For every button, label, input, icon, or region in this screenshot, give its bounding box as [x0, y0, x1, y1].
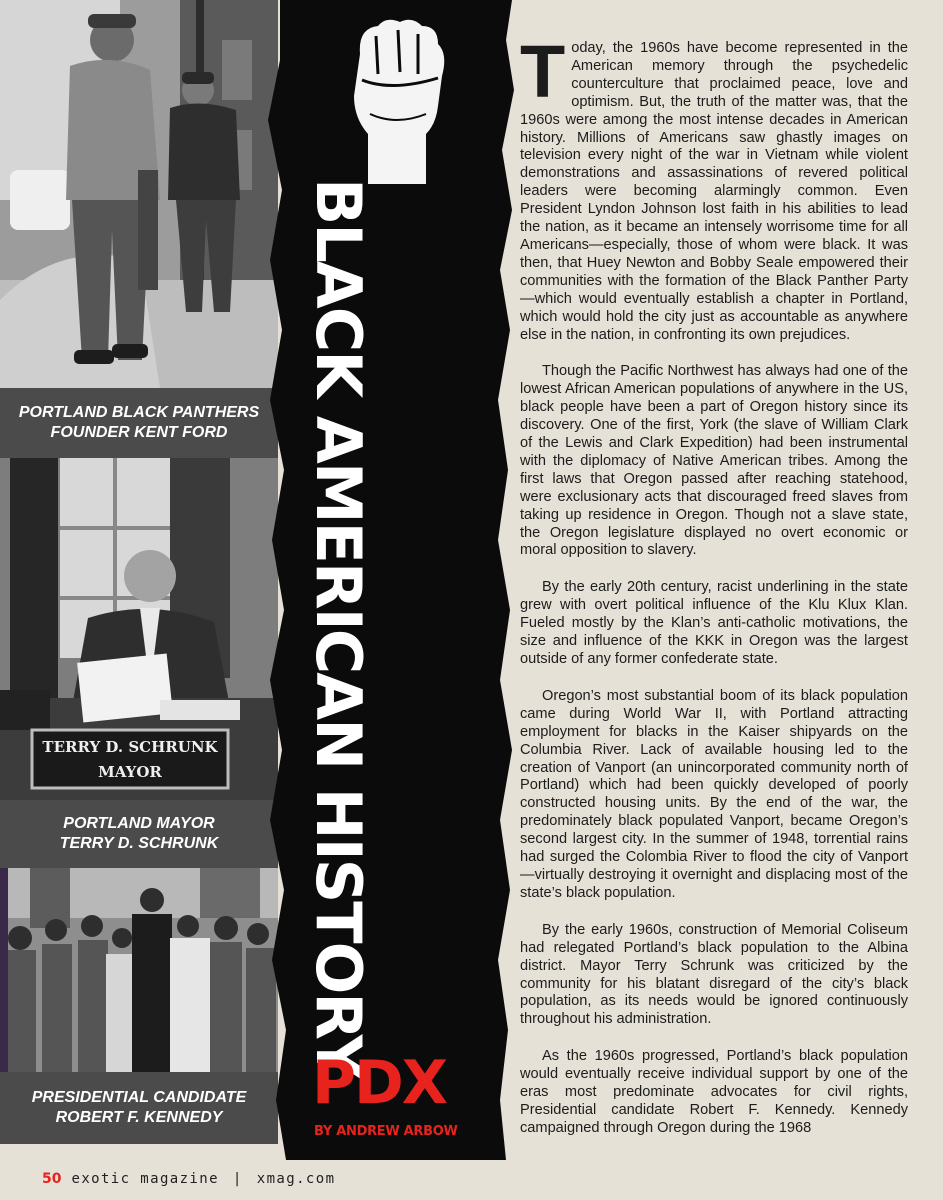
- photo-terry-schrunk: [0, 458, 278, 800]
- caption-line: PORTLAND BLACK PANTHERS: [18, 404, 260, 421]
- caption-terry-schrunk: [0, 800, 278, 868]
- caption-robert-kennedy: [0, 1072, 278, 1144]
- magazine-name: exotic magazine: [71, 1171, 219, 1187]
- photo-robert-kennedy: [0, 868, 278, 1072]
- page-footer: [42, 1171, 335, 1187]
- article-paragraph: Oregon’s most substantial boom of its black population came during World War II, with Portland attracting employment for blacks in the Kaiser shipyards on the Columbia River. Lack of available housing led to the creation of Vanport (an unincorporated community north of Portland) which had been quickly developed of poorly constructed housing units. By the end of the war, the predominately black populated Vanport, became Oregon’s second largest city. In the summer of 1948, torrential rains had surged the Colombia River to flood the city of Vanport—virtually destroying it overnight and displacing most of the state’s black population.: [520, 687, 908, 901]
- caption-line: TERRY D. SCHRUNK: [59, 835, 219, 852]
- nameplate-title: MAYOR: [98, 763, 162, 781]
- raised-fist-icon: [342, 14, 452, 184]
- site-link[interactable]: xmag.com: [256, 1171, 336, 1187]
- byline: BY ANDREW ARBOW: [314, 1124, 458, 1139]
- nameplate-name: TERRY D. SCHRUNK: [42, 738, 218, 756]
- caption-line: PRESIDENTIAL CANDIDATE: [31, 1089, 247, 1106]
- caption-kent-ford: [0, 388, 278, 458]
- pdx-heading: PDX: [312, 1048, 447, 1118]
- vertical-title: BLACK AMERICAN HISTORY: [302, 178, 375, 1078]
- article-paragraph: By the early 20th century, racist underlining in the state grew with overt political influence of the Klu Klux Klan. Fueled mostly by the Klan’s anti-catholic motivations, the size and influence of the KKK in Oregon was the largest outside of any former confederate state.: [520, 579, 908, 667]
- drop-cap: T: [520, 30, 566, 113]
- footer-separator: |: [232, 1171, 243, 1187]
- article-paragraph: By the early 1960s, construction of Memorial Coliseum had relegated Portland’s black population to the Albina district. Mayor Terry Schrunk was criticized by the community for his blatant disregard of the city’s black population, as its needs would be ignored continuously throughout his administration.: [520, 921, 908, 1028]
- article-paragraph: Though the Pacific Northwest has always had one of the lowest African American populations of anywhere in the US, black people have been a part of Oregon history since its discovery. One of the first, York (the slave of William Clark of the Lewis and Clark Expedition) had been instrumental with the diplomacy of Native American tribes. Among the first laws that Oregon passed after reaching statehood, were exclusionary acts that discouraged freed slaves from taking up residence in Oregon. Though not a slave state, the Oregon legislature displayed no overt economic or moral opposition to slavery.: [520, 363, 908, 559]
- caption-line: PORTLAND MAYOR: [63, 815, 215, 832]
- article-paragraph: [520, 30, 908, 344]
- paragraph-text: oday, the 1960s have become represented in the American memory through the psychedelic counterculture that proclaimed peace, love and optimism. But, the truth of the matter was, that the 1960s were among the most intense decades in American history. Millions of Americans saw ghastly images on television every night of the war in Vietnam while violent demonstrations and assassinations of revered political leaders were becoming alarmingly common. Even President Lyndon Johnson lost faith in his abilities to lead the nation, as it became an intensely worrisome time for all Americans—especially, those of whom were black. It was then, that Huey Newton and Bobby Seale empowered their communities with the formation of the Black Panther Party—which would eventually establish a chapter in Portland, which would hold the city just as accountable as anywhere else in the nation, in confronting its own prejudices.: [520, 40, 908, 343]
- article-body: [520, 30, 908, 1157]
- photo-kent-ford: [0, 0, 278, 388]
- page-number: 50: [42, 1171, 62, 1187]
- caption-line: ROBERT F. KENNEDY: [55, 1109, 223, 1126]
- caption-line: FOUNDER KENT FORD: [50, 424, 228, 441]
- article-paragraph: As the 1960s progressed, Portland’s black population would eventually receive individual support by one of the eras most predominate advocates for civil rights, Presidential candidate Robert F. Kennedy. Kennedy campaigned through Oregon during the 1968: [520, 1048, 908, 1136]
